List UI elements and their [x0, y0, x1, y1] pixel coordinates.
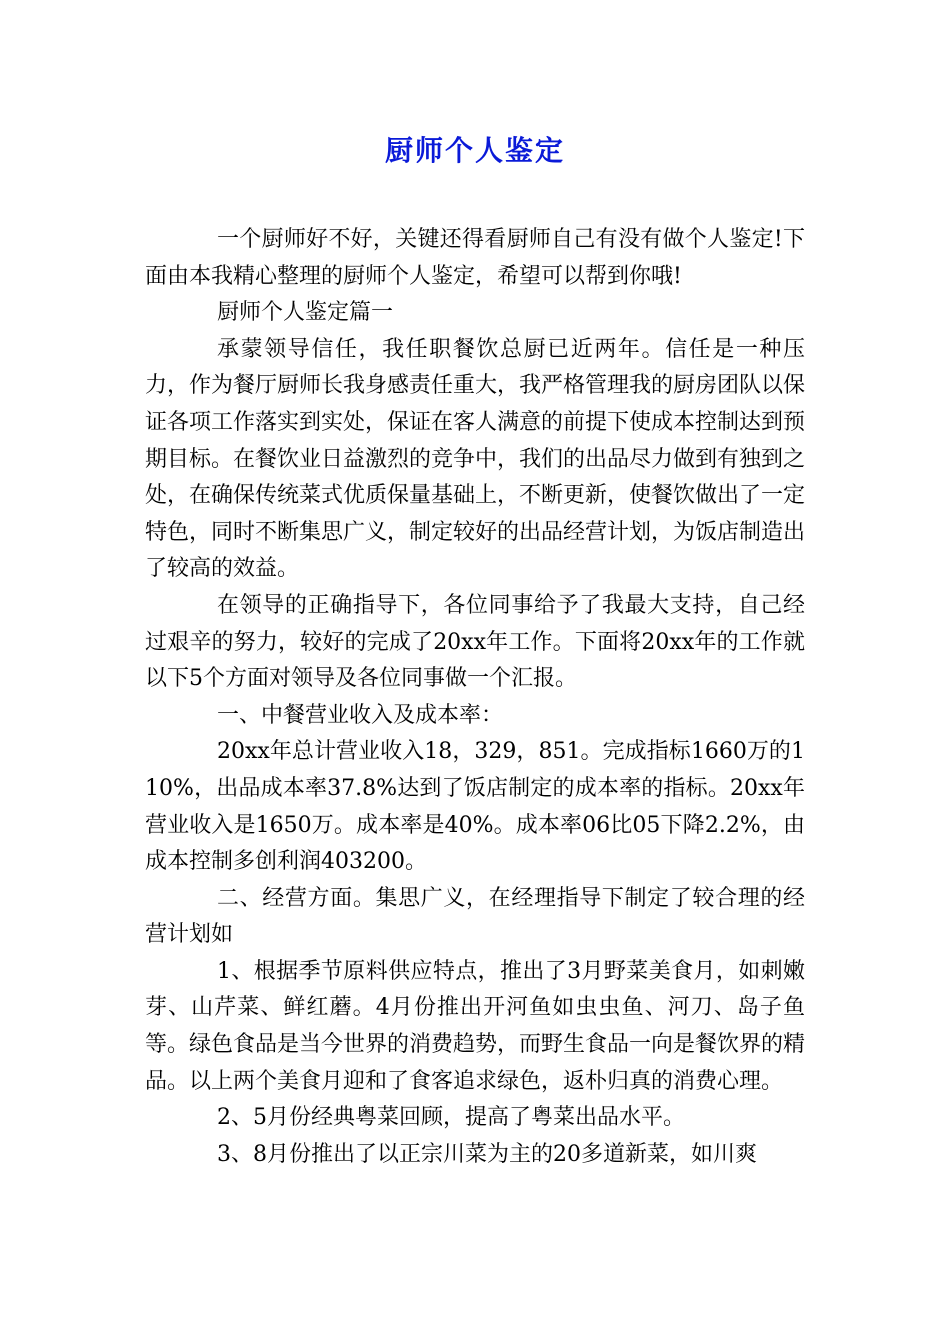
paragraph-heading-operations: 二、经营方面。集思广义，在经理指导下制定了较合理的经营计划如: [145, 885, 805, 948]
paragraph-revenue: 20xx年总计营业收入18，329，851。完成指标1660万的110%，出品成本率37.8%达到了饭店制定的成本率的指标。20xx年营业收入是1650万。成本率是40%。成本率06比05下降2.2%，由成本控制多创利润403200。: [145, 739, 805, 875]
paragraph-summary: 在领导的正确指导下，各位同事给予了我最大支持，自己经过艰辛的努力，较好的完成了20xx年工作。下面将20xx年的工作就以下5个方面对领导及各位同事做一个汇报。: [145, 592, 805, 692]
paragraph-heading-revenue: 一、中餐营业收入及成本率：: [217, 702, 504, 728]
paragraph-section-heading: 厨师个人鉴定篇一: [217, 300, 394, 326]
paragraph-intro: 一个厨师好不好，关键还得看厨师自己有没有做个人鉴定!下面由本我精心整理的厨师个人鉴定，希望可以帮到你哦!: [145, 227, 805, 289]
document-title: 厨师个人鉴定: [384, 134, 565, 167]
paragraph-overview: 承蒙领导信任，我任职餐饮总厨已近两年。信任是一种压力，作为餐厅厨师长我身感责任重大，我严格管理我的厨房团队以保证各项工作落实到实处，保证在客人满意的前提下使成本控制达到预期目标。在餐饮业日益激烈的竞争中，我们的出品尽力做到有独到之处，在确保传统菜式优质保量基础上，不断更新，使餐饮做出了一定特色，同时不断集思广义，制定较好的出品经营计划，为饭店制造出了较高的效益。: [145, 336, 806, 582]
paragraph-item-1: 1、根据季节原料供应特点，推出了3月野菜美食月，如刺嫩芽、山芹菜、鲜红蘑。4月份推出开河鱼如虫虫鱼、河刀、岛子鱼等。绿色食品是当今世界的消费趋势，而野生食品一向是餐饮界的精品。以上两个美食月迎和了食客追求绿色，返朴归真的消费心理。: [145, 958, 806, 1094]
paragraph-item-2: 2、5月份经典粤菜回顾，提高了粤菜出品水平。: [217, 1105, 685, 1131]
document-body: [145, 222, 805, 1173]
paragraph-item-3: 3、8月份推出了以正宗川菜为主的20多道新菜，如川爽: [217, 1141, 757, 1167]
